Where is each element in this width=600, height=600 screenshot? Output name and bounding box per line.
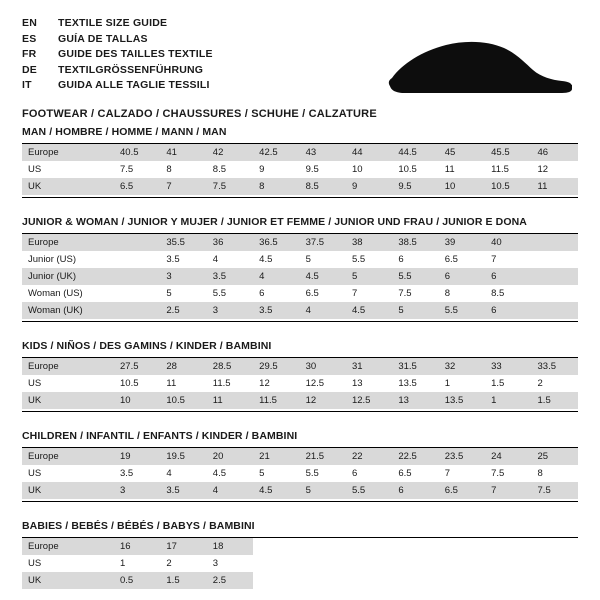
size-cell: 3.5 [166, 254, 180, 265]
section-title: MAN / HOMBRE / HOMME / MANN / MAN [22, 126, 227, 138]
language-title: GUÍA DE TALLAS [58, 32, 148, 45]
size-cell: 5.5 [392, 268, 438, 285]
size-cell [114, 251, 160, 268]
row-label: Europe [22, 358, 114, 375]
table-row [22, 448, 578, 465]
size-cell: 23.5 [439, 448, 485, 465]
size-cell: 24 [485, 448, 531, 465]
size-cell: 12 [300, 392, 346, 409]
size-cell: 20 [207, 448, 253, 465]
size-cell: 4 [253, 268, 299, 285]
size-cell: 7 [160, 178, 206, 195]
size-cell: 30 [300, 358, 346, 375]
size-cell: 10.5 [160, 392, 206, 409]
language-code: IT [22, 79, 32, 92]
size-cell: 17 [160, 538, 206, 555]
size-cell: 11 [532, 178, 578, 195]
language-title-list [22, 16, 213, 94]
size-cell [392, 538, 438, 555]
size-cell: 5.5 [212, 288, 226, 299]
size-cell: 29.5 [253, 358, 299, 375]
size-cell: 28 [160, 358, 206, 375]
size-cell: 9.5 [305, 164, 319, 175]
size-cell: 38 [346, 234, 392, 251]
language-code: DE [22, 63, 37, 76]
dress-shoe-icon [384, 34, 574, 104]
size-cell: 11 [166, 378, 177, 389]
size-cell: 1.5 [532, 392, 578, 409]
size-cell: 4 [207, 482, 253, 499]
size-cell [253, 572, 299, 589]
size-cell: 5.5 [346, 482, 392, 499]
size-cell: 5 [259, 468, 265, 479]
row-label: UK [22, 482, 114, 499]
size-cell: 35.5 [160, 234, 206, 251]
size-cell: 10 [351, 164, 363, 175]
size-cell: 5 [346, 268, 392, 285]
size-cell [485, 572, 531, 589]
size-cell: 28.5 [207, 358, 253, 375]
size-cell [114, 268, 160, 285]
size-cell: 10.5 [485, 178, 531, 195]
size-cell: 11 [444, 164, 455, 175]
size-cell: 10.5 [398, 164, 417, 175]
size-cell [439, 572, 485, 589]
table-row [22, 392, 578, 409]
table-row [22, 144, 578, 161]
section-title: KIDS / NIÑOS / DES GAMINS / KINDER / BAMBINI [22, 340, 272, 352]
size-cell: 4 [166, 468, 172, 479]
table-row [22, 358, 578, 375]
size-cell: 12.5 [346, 392, 392, 409]
size-cell: 38.5 [392, 234, 438, 251]
size-cell: 9.5 [392, 178, 438, 195]
table-row [22, 538, 578, 555]
language-code: EN [22, 17, 37, 29]
size-cell: 39 [439, 234, 485, 251]
size-cell: 8.5 [491, 288, 505, 299]
row-label: UK [22, 392, 114, 409]
document-header [22, 16, 578, 120]
size-cell: 7 [444, 468, 451, 479]
size-cell: 12 [259, 378, 270, 389]
size-cell: 36.5 [253, 234, 299, 251]
language-row [22, 78, 213, 94]
size-section [22, 340, 578, 412]
table-row [22, 555, 578, 572]
row-label: Woman (UK) [22, 302, 114, 319]
row-label: Europe [22, 144, 114, 161]
table-row [22, 482, 578, 499]
size-cell: 40 [485, 234, 531, 251]
table-row [22, 234, 578, 251]
section-bottom-divider [22, 197, 578, 198]
size-cell: 6 [351, 468, 358, 479]
size-cell: 7 [485, 482, 531, 499]
table-row [22, 572, 578, 589]
size-cell: 8.5 [300, 178, 346, 195]
size-cell: 13 [351, 378, 363, 389]
section-bottom-divider [22, 501, 578, 502]
language-title: GUIDE DES TAILLES TEXTILE [58, 48, 213, 61]
size-cell: 3 [212, 558, 219, 569]
size-cell: 8 [537, 468, 543, 479]
size-section [22, 126, 578, 198]
size-cell: 19 [114, 448, 160, 465]
table-row [22, 302, 578, 319]
size-cell: 6 [485, 268, 531, 285]
size-cell: 3.5 [253, 302, 299, 319]
size-cell: 4.5 [300, 268, 346, 285]
row-label: Woman (US) [28, 288, 83, 299]
size-cell [346, 555, 392, 572]
table-row [22, 251, 578, 268]
size-cell: 1 [485, 392, 531, 409]
size-cell: 3 [207, 302, 253, 319]
size-cell: 5 [392, 302, 438, 319]
size-cell: 33 [485, 358, 531, 375]
size-cell: 8 [444, 288, 451, 299]
size-cell [253, 555, 299, 572]
size-cell: 33.5 [532, 358, 578, 375]
size-cell: 22.5 [392, 448, 438, 465]
size-cell: 8 [253, 178, 299, 195]
language-title: GUIDA ALLE TAGLIE TESSILI [58, 79, 210, 92]
size-cell [532, 285, 578, 302]
language-title: TEXTILGRÖSSENFÜHRUNG [58, 63, 204, 76]
size-cell: 6.5 [305, 288, 319, 299]
size-cell [532, 234, 578, 251]
size-cell [300, 538, 346, 555]
size-cell: 1 [444, 378, 451, 389]
size-cell [253, 538, 299, 555]
size-cell: 3 [114, 482, 160, 499]
size-cell [532, 268, 578, 285]
size-cell: 9 [259, 164, 265, 175]
size-cell: 45 [439, 144, 485, 161]
size-cell: 5.5 [305, 468, 319, 479]
size-cell: 7.5 [532, 482, 578, 499]
size-cell: 25 [532, 448, 578, 465]
size-cell [439, 538, 485, 555]
size-cell: 6 [485, 302, 531, 319]
size-cell: 22 [346, 448, 392, 465]
size-cell: 45.5 [485, 144, 531, 161]
size-section [22, 430, 578, 502]
size-cell: 6 [392, 482, 438, 499]
section-title: JUNIOR & WOMAN / JUNIOR Y MUJER / JUNIOR ET FEMME / JUNIOR UND FRAU / JUNIOR E DONA [22, 216, 527, 228]
size-cell: 2 [166, 558, 172, 569]
size-cell [532, 538, 578, 555]
size-table [22, 234, 578, 319]
size-cell [532, 302, 578, 319]
size-cell: 13.5 [398, 378, 417, 389]
size-cell: 44.5 [392, 144, 438, 161]
size-cell: 19.5 [160, 448, 206, 465]
row-label: US [28, 378, 42, 389]
size-cell: 8.5 [212, 164, 226, 175]
size-cell: 5 [305, 254, 311, 265]
table-row [22, 375, 578, 392]
table-row [22, 268, 578, 285]
size-table [22, 448, 578, 499]
size-cell [392, 555, 438, 572]
size-cell [392, 572, 438, 589]
section-bottom-divider [22, 321, 578, 322]
size-cell: 27.5 [114, 358, 160, 375]
size-cell [439, 555, 485, 572]
size-cell: 46 [532, 144, 578, 161]
row-label: UK [22, 178, 114, 195]
row-label: Europe [22, 234, 114, 251]
size-cell: 13 [392, 392, 438, 409]
size-cell: 7 [351, 288, 358, 299]
size-cell [532, 572, 578, 589]
table-row [22, 178, 578, 195]
size-cell: 4.5 [253, 482, 299, 499]
size-cell: 6 [439, 268, 485, 285]
size-cell [346, 538, 392, 555]
size-cell: 6.5 [398, 468, 412, 479]
section-title: BABIES / BEBÉS / BÉBÉS / BABYS / BAMBINI [22, 520, 255, 532]
size-cell [114, 285, 160, 302]
size-cell: 31.5 [392, 358, 438, 375]
size-cell: 4 [212, 254, 219, 265]
size-cell: 2.5 [207, 572, 253, 589]
size-cell: 8 [166, 164, 172, 175]
size-cell: 4.5 [212, 468, 226, 479]
size-cell: 2 [537, 378, 543, 389]
language-row [22, 16, 213, 32]
size-cell: 4.5 [259, 254, 273, 265]
size-cell: 16 [114, 538, 160, 555]
size-cell: 18 [207, 538, 253, 555]
row-label: US [28, 558, 42, 569]
size-cell: 31 [346, 358, 392, 375]
size-cell: 4 [300, 302, 346, 319]
language-title: TEXTILE SIZE GUIDE [58, 17, 168, 29]
row-label: Europe [22, 538, 114, 555]
size-cell: 1.5 [160, 572, 206, 589]
size-cell: 44 [346, 144, 392, 161]
size-cell: 10.5 [120, 378, 139, 389]
size-cell: 9 [346, 178, 392, 195]
language-row [22, 63, 213, 79]
size-cell: 10 [114, 392, 160, 409]
size-cell: 11.5 [253, 392, 299, 409]
size-cell: 5.5 [439, 302, 485, 319]
size-cell: 5.5 [351, 254, 366, 265]
row-label: UK [22, 572, 114, 589]
size-cell [114, 302, 160, 319]
size-cell: 7.5 [207, 178, 253, 195]
size-cell [532, 251, 578, 268]
size-cell: 6.5 [114, 178, 160, 195]
size-cell: 32 [439, 358, 485, 375]
language-row [22, 47, 213, 63]
size-cell [532, 555, 578, 572]
size-cell: 43 [300, 144, 346, 161]
size-sections [22, 126, 578, 589]
size-cell: 3.5 [207, 268, 253, 285]
language-row [22, 32, 213, 48]
size-cell [114, 234, 160, 251]
size-cell: 1.5 [491, 378, 505, 389]
row-label: Junior (US) [28, 254, 77, 265]
row-label: US [28, 468, 42, 479]
size-cell [300, 555, 346, 572]
size-cell: 6.5 [439, 482, 485, 499]
size-cell: 3.5 [120, 468, 134, 479]
language-code: ES [22, 32, 37, 45]
size-table [22, 144, 578, 195]
size-cell: 7.5 [398, 288, 412, 299]
size-cell: 11.5 [212, 378, 231, 389]
section-title: CHILDREN / INFANTIL / ENFANTS / KINDER / BAMBINI [22, 430, 298, 442]
size-cell: 37.5 [300, 234, 346, 251]
section-bottom-divider [22, 411, 578, 412]
size-cell: 42.5 [253, 144, 299, 161]
size-cell: 0.5 [114, 572, 160, 589]
size-cell: 21 [253, 448, 299, 465]
size-table [22, 358, 578, 409]
size-cell: 7 [491, 254, 497, 265]
size-cell: 12 [537, 164, 549, 175]
size-cell: 13.5 [439, 392, 485, 409]
size-cell: 7.5 [120, 164, 134, 175]
size-table [22, 538, 578, 589]
size-cell: 41 [160, 144, 206, 161]
size-cell: 6 [259, 288, 265, 299]
size-section [22, 216, 578, 322]
row-label: Junior (UK) [22, 268, 114, 285]
table-row [22, 465, 578, 482]
language-code: FR [22, 48, 37, 61]
size-cell: 6 [398, 254, 404, 265]
size-cell: 5 [300, 482, 346, 499]
size-cell: 36 [207, 234, 253, 251]
size-section [22, 520, 578, 589]
size-cell [346, 572, 392, 589]
table-row [22, 161, 578, 178]
size-cell [485, 538, 531, 555]
size-cell [300, 572, 346, 589]
size-cell: 10 [439, 178, 485, 195]
size-cell: 7.5 [491, 468, 505, 479]
table-row [22, 285, 578, 302]
size-cell [485, 555, 531, 572]
size-cell: 5 [166, 288, 172, 299]
size-cell: 3 [160, 268, 206, 285]
size-cell: 11 [207, 392, 253, 409]
footwear-heading: FOOTWEAR / CALZADO / CHAUSSURES / SCHUHE / CALZATURE [22, 107, 377, 120]
size-cell: 4.5 [346, 302, 392, 319]
size-cell: 21.5 [300, 448, 346, 465]
size-cell: 12.5 [305, 378, 325, 389]
size-cell: 2.5 [160, 302, 206, 319]
row-label: Europe [22, 448, 114, 465]
size-cell: 3.5 [160, 482, 206, 499]
size-cell: 40.5 [114, 144, 160, 161]
row-label: US [28, 164, 42, 175]
size-cell: 6.5 [444, 254, 458, 265]
size-cell: 11.5 [491, 164, 509, 175]
size-cell: 42 [207, 144, 253, 161]
size-cell: 1 [120, 558, 126, 569]
